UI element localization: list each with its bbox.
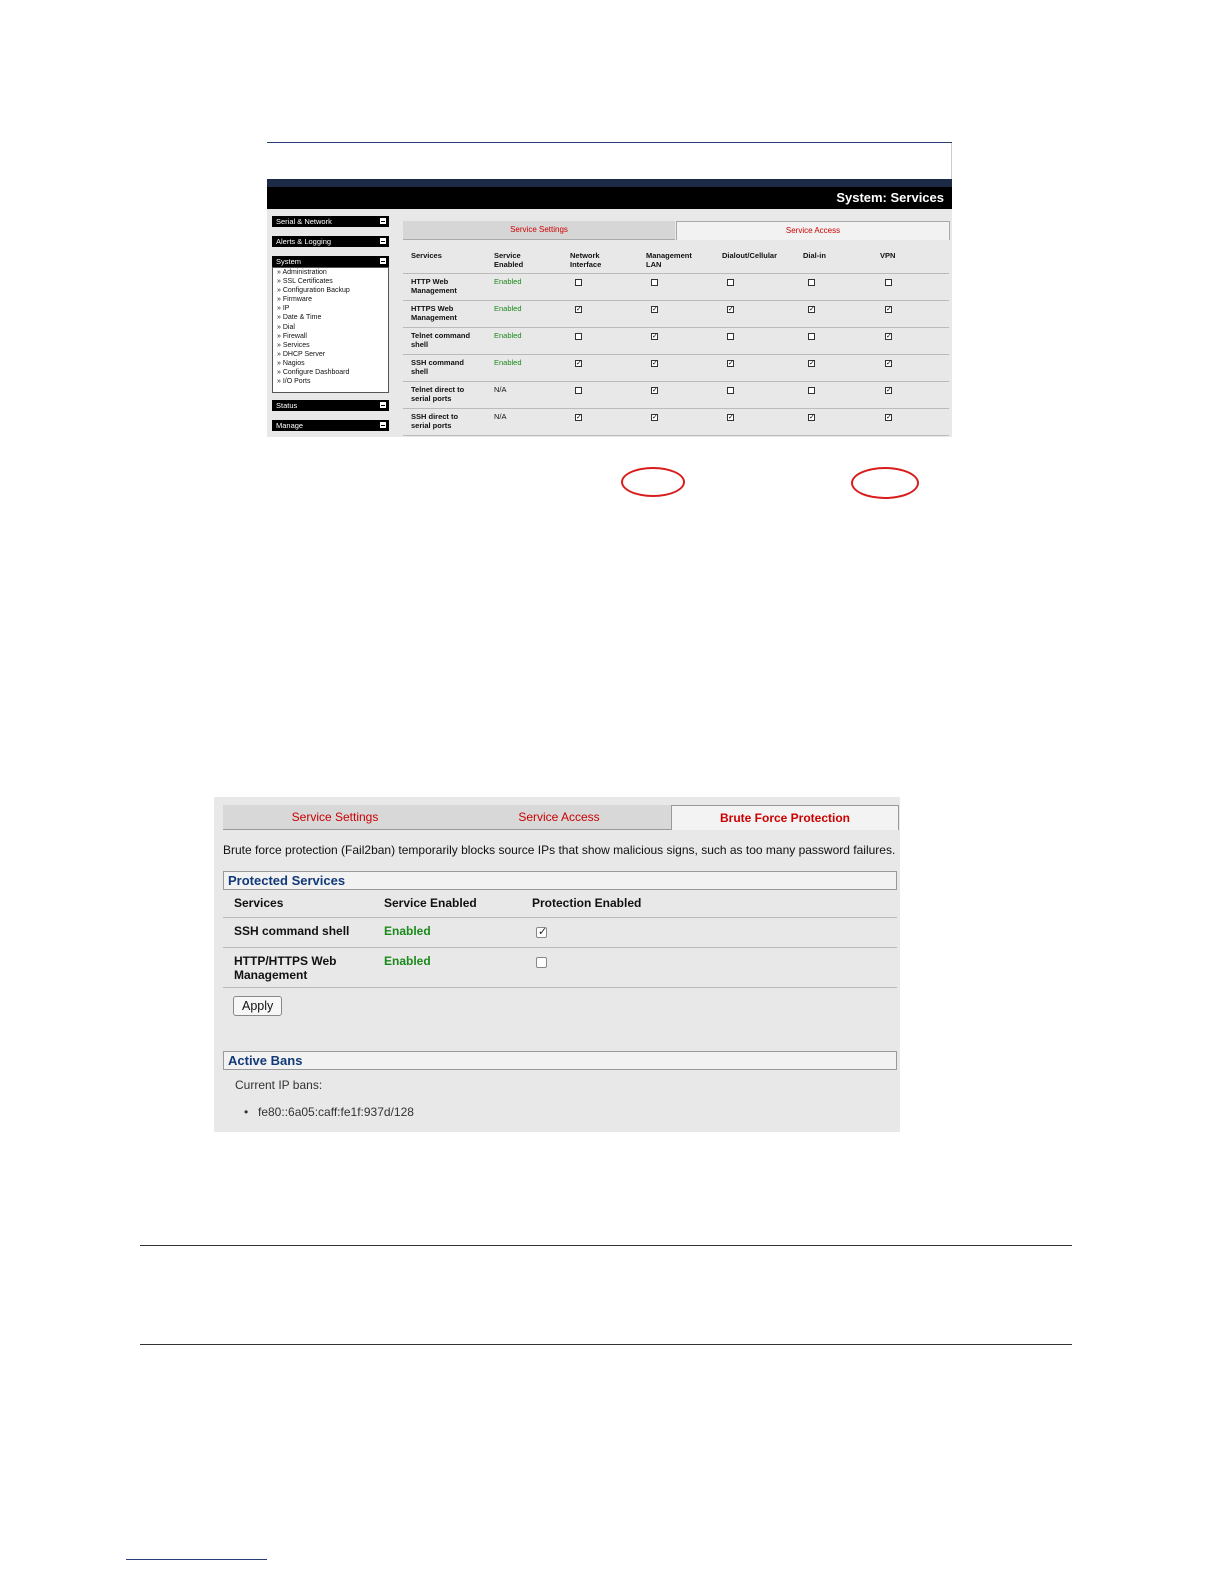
sidebar-item-dashboard[interactable]: » Configure Dashboard xyxy=(277,369,350,377)
service-access-table xyxy=(403,247,949,436)
service-name: SSH command shell xyxy=(234,924,350,938)
service-name-line: Management xyxy=(411,312,457,322)
table-row xyxy=(223,948,897,988)
sidebar-status[interactable] xyxy=(272,400,389,411)
highlight-circle xyxy=(621,467,685,497)
protection-checkbox[interactable] xyxy=(536,927,547,938)
service-name-line: HTTPS Web xyxy=(411,304,454,313)
access-checkbox[interactable] xyxy=(885,333,892,340)
tab-service-settings[interactable]: Service Settings xyxy=(403,221,675,240)
col-services: Services xyxy=(234,896,284,910)
access-checkbox[interactable] xyxy=(727,279,734,286)
service-name-line: HTTP/HTTPS Web xyxy=(234,954,337,968)
protected-services-header: Protected Services xyxy=(223,871,897,890)
page-title: System: Services xyxy=(836,190,944,205)
access-checkbox[interactable] xyxy=(808,360,815,367)
access-checkbox[interactable] xyxy=(885,387,892,394)
access-checkbox[interactable] xyxy=(885,279,892,286)
sidebar-manage[interactable] xyxy=(272,420,389,431)
header-line: Management xyxy=(646,251,692,260)
access-checkbox[interactable] xyxy=(575,387,582,394)
content-area xyxy=(267,209,952,437)
sidebar-item-firmware[interactable]: » Firmware xyxy=(277,296,313,304)
service-status: Enabled xyxy=(494,277,522,286)
col-network-interface xyxy=(570,252,601,269)
service-status: N/A xyxy=(494,385,507,394)
top-rule xyxy=(267,142,952,143)
access-checkbox[interactable] xyxy=(651,360,658,367)
service-name xyxy=(234,954,336,982)
sidebar-label: System xyxy=(276,257,302,266)
service-name-line: Telnet direct to xyxy=(411,385,465,394)
tab-service-settings[interactable]: Service Settings xyxy=(223,805,447,830)
service-name-line: shell xyxy=(411,366,429,376)
table-header xyxy=(223,893,897,918)
header-line: LAN xyxy=(646,259,662,269)
col-services: Services xyxy=(411,251,442,260)
frame-edge xyxy=(951,143,952,179)
collapse-icon[interactable] xyxy=(380,238,386,244)
access-checkbox[interactable] xyxy=(727,306,734,313)
access-checkbox[interactable] xyxy=(808,279,815,286)
service-name-line: HTTP Web xyxy=(411,277,449,286)
service-name xyxy=(411,278,457,295)
access-checkbox[interactable] xyxy=(651,306,658,313)
access-checkbox[interactable] xyxy=(885,306,892,313)
table-row xyxy=(403,409,949,436)
table-row xyxy=(403,274,949,301)
tab-brute-force-protection[interactable]: Brute Force Protection xyxy=(671,805,899,830)
access-checkbox[interactable] xyxy=(727,333,734,340)
col-dialout-cellular: Dialout/Cellular xyxy=(722,251,778,260)
sidebar-serial-network[interactable] xyxy=(272,216,389,227)
divider xyxy=(140,1344,1072,1345)
sidebar-alerts-logging[interactable] xyxy=(272,236,389,247)
header-line: Network xyxy=(570,251,600,260)
sidebar-item-nagios[interactable]: » Nagios xyxy=(277,359,305,367)
access-checkbox[interactable] xyxy=(575,306,582,313)
sidebar-item-administration[interactable]: » Administration xyxy=(277,269,327,276)
apply-button[interactable]: Apply xyxy=(233,996,282,1016)
description: Brute force protection (Fail2ban) temporarily blocks source IPs that show malicious signs, such as too many password failures. xyxy=(223,843,896,857)
service-status: Enabled xyxy=(494,304,522,313)
service-status: Enabled xyxy=(384,924,431,938)
services-access-screenshot xyxy=(267,142,952,437)
col-vpn: VPN xyxy=(880,251,896,260)
service-name-line: SSH command xyxy=(411,358,464,367)
access-checkbox[interactable] xyxy=(808,387,815,394)
sidebar-item-date-time[interactable]: » Date & Time xyxy=(277,314,322,322)
collapse-icon[interactable] xyxy=(380,258,386,264)
collapse-icon[interactable] xyxy=(380,402,386,408)
tab-service-access[interactable]: Service Access xyxy=(676,221,950,240)
sidebar-item-services[interactable]: » Services xyxy=(277,341,310,349)
sidebar-label: Serial & Network xyxy=(276,217,332,226)
table-header xyxy=(403,247,949,274)
access-checkbox[interactable] xyxy=(885,414,892,421)
service-name-line: SSH direct to xyxy=(411,412,459,421)
service-name-line: Telnet command xyxy=(411,331,471,340)
access-checkbox[interactable] xyxy=(651,279,658,286)
access-checkbox[interactable] xyxy=(575,414,582,421)
tab-service-access[interactable]: Service Access xyxy=(447,805,671,830)
service-name xyxy=(411,332,470,349)
table-row xyxy=(403,301,949,328)
access-checkbox[interactable] xyxy=(575,279,582,286)
tab-bar xyxy=(403,221,949,239)
service-name-line: serial ports xyxy=(411,420,452,430)
table-row xyxy=(223,918,897,948)
brute-force-protection-screenshot xyxy=(214,797,900,1132)
sidebar-item-config-backup[interactable]: » Configuration Backup xyxy=(277,287,350,295)
header-band xyxy=(267,179,952,187)
service-status: Enabled xyxy=(384,954,431,968)
service-status: N/A xyxy=(494,412,507,421)
sidebar-item-io-ports[interactable]: » I/O Ports xyxy=(277,378,311,386)
access-checkbox[interactable] xyxy=(727,414,734,421)
access-checkbox[interactable] xyxy=(808,414,815,421)
header-line: Interface xyxy=(570,259,602,269)
ban-list-item: • fe80::6a05:caff:fe1f:937d/128 xyxy=(258,1105,414,1119)
access-checkbox[interactable] xyxy=(727,387,734,394)
service-name xyxy=(411,359,464,376)
sidebar-item-ssl[interactable]: » SSL Certificates xyxy=(277,278,333,286)
sidebar-item-firewall[interactable]: » Firewall xyxy=(277,332,307,340)
footnote-rule xyxy=(126,1559,267,1560)
service-name-line: shell xyxy=(411,339,429,349)
table-row xyxy=(403,328,949,355)
service-status: Enabled xyxy=(494,358,522,367)
col-service-enabled: Service Enabled xyxy=(384,896,477,910)
service-name xyxy=(411,413,458,430)
access-checkbox[interactable] xyxy=(808,333,815,340)
col-protection-enabled: Protection Enabled xyxy=(532,896,642,910)
col-management-lan xyxy=(646,252,692,269)
collapse-icon[interactable] xyxy=(380,218,386,224)
access-checkbox[interactable] xyxy=(575,333,582,340)
access-checkbox[interactable] xyxy=(651,414,658,421)
sidebar-item-ip[interactable]: » IP xyxy=(277,305,290,313)
sidebar-item-dial[interactable]: » Dial xyxy=(277,323,295,331)
header-line: Service xyxy=(494,251,521,260)
active-bans-header: Active Bans xyxy=(223,1051,897,1070)
service-name-line: Management xyxy=(234,968,308,982)
sidebar-label: Status xyxy=(276,401,298,410)
access-checkbox[interactable] xyxy=(727,360,734,367)
service-name xyxy=(411,305,457,322)
service-name-line: Management xyxy=(411,285,457,295)
access-checkbox[interactable] xyxy=(651,333,658,340)
highlight-circle xyxy=(851,467,919,499)
sidebar-label: Manage xyxy=(276,421,304,430)
service-status: Enabled xyxy=(494,331,522,340)
service-name-line: serial ports xyxy=(411,393,452,403)
sidebar-system[interactable] xyxy=(272,256,389,267)
access-checkbox[interactable] xyxy=(651,387,658,394)
col-service-enabled xyxy=(494,252,523,269)
sidebar-label: Alerts & Logging xyxy=(276,237,332,246)
header-line: Enabled xyxy=(494,259,524,269)
collapse-icon[interactable] xyxy=(380,422,386,428)
table-body xyxy=(403,274,949,436)
access-checkbox[interactable] xyxy=(575,360,582,367)
protection-checkbox[interactable] xyxy=(536,957,547,968)
current-bans-label: Current IP bans: xyxy=(235,1078,323,1092)
service-name xyxy=(411,386,464,403)
table-row xyxy=(403,355,949,382)
sidebar-item-dhcp[interactable]: » DHCP Server xyxy=(277,350,326,358)
col-dial-in: Dial-in xyxy=(803,251,826,260)
system-menu xyxy=(272,267,389,393)
table-row xyxy=(403,382,949,409)
divider xyxy=(140,1245,1072,1246)
access-checkbox[interactable] xyxy=(808,306,815,313)
access-checkbox[interactable] xyxy=(885,360,892,367)
